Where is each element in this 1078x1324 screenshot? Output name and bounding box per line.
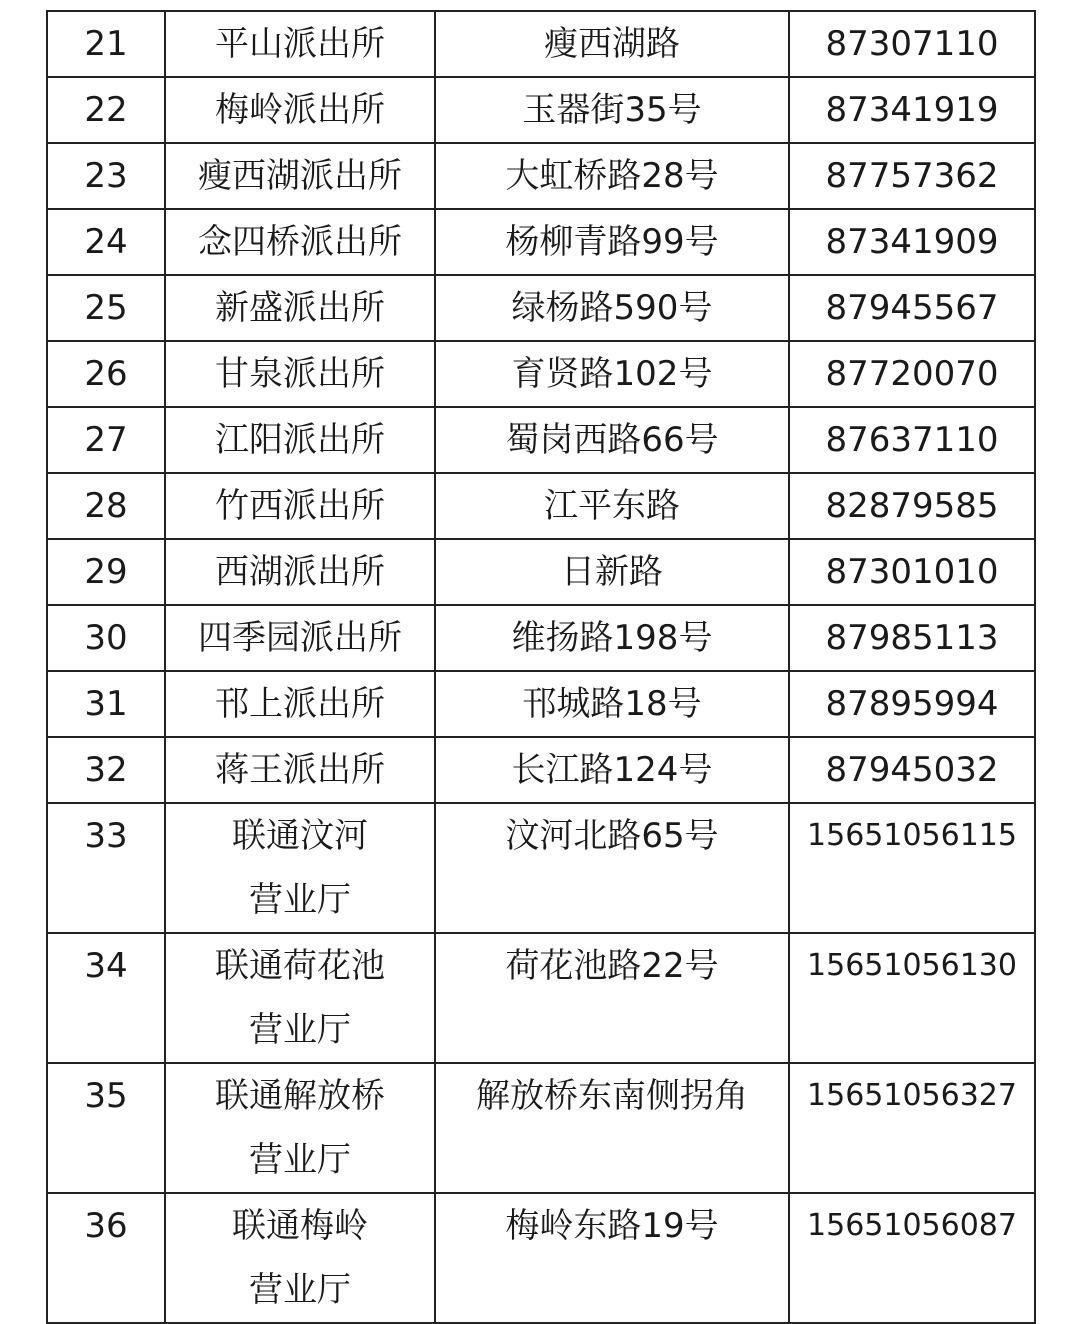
row-number: 27: [47, 407, 165, 473]
table-row: [47, 737, 1035, 803]
location-address: 日新路: [435, 539, 789, 605]
phone-number: 87341919: [789, 77, 1035, 143]
table-row: [47, 933, 1035, 1063]
row-number: 35: [47, 1063, 165, 1193]
row-number: 34: [47, 933, 165, 1063]
table-row: [47, 275, 1035, 341]
location-address: 育贤路102号: [435, 341, 789, 407]
location-name-line: 联通汶河: [232, 816, 368, 856]
location-address: 汶河北路65号: [435, 803, 789, 933]
location-name: [165, 275, 435, 341]
location-name-line: 新盛派出所: [215, 288, 385, 328]
phone-number: 15651056327: [789, 1063, 1035, 1193]
phone-number: 15651056087: [789, 1193, 1035, 1323]
location-address: 玉器街35号: [435, 77, 789, 143]
phone-number: 15651056115: [789, 803, 1035, 933]
location-name: [165, 539, 435, 605]
row-number: 31: [47, 671, 165, 737]
row-number: 28: [47, 473, 165, 539]
row-number: 24: [47, 209, 165, 275]
table-row: [47, 77, 1035, 143]
table-row: [47, 539, 1035, 605]
phone-number: 82879585: [789, 473, 1035, 539]
location-name-line: 联通梅岭: [232, 1206, 368, 1246]
location-address: 解放桥东南侧拐角: [435, 1063, 789, 1193]
row-number: 22: [47, 77, 165, 143]
table-row: [47, 407, 1035, 473]
row-number: 32: [47, 737, 165, 803]
location-name: [165, 803, 435, 933]
table-row: [47, 803, 1035, 933]
location-name: [165, 671, 435, 737]
location-name: [165, 341, 435, 407]
phone-number: 87307110: [789, 11, 1035, 77]
location-name: [165, 473, 435, 539]
row-number: 25: [47, 275, 165, 341]
location-name: [165, 209, 435, 275]
location-name: [165, 737, 435, 803]
location-name: [165, 407, 435, 473]
location-address: 蜀岗西路66号: [435, 407, 789, 473]
row-number: 23: [47, 143, 165, 209]
row-number: 21: [47, 11, 165, 77]
location-name-line: 联通荷花池: [215, 946, 385, 986]
location-name-line: 梅岭派出所: [215, 90, 385, 130]
location-name-line: 蒋王派出所: [215, 750, 385, 790]
location-name-line: 营业厅: [249, 1010, 351, 1050]
location-address: 绿杨路590号: [435, 275, 789, 341]
location-name-line: 营业厅: [249, 880, 351, 920]
table-row: [47, 1063, 1035, 1193]
location-name: [165, 143, 435, 209]
directory-table: [46, 10, 1036, 1324]
phone-number: 87757362: [789, 143, 1035, 209]
location-name: [165, 11, 435, 77]
location-name-line: 江阳派出所: [215, 420, 385, 460]
directory-table-body: [47, 11, 1035, 1323]
row-number: 36: [47, 1193, 165, 1323]
location-address: 瘦西湖路: [435, 11, 789, 77]
location-address: 江平东路: [435, 473, 789, 539]
row-number: 30: [47, 605, 165, 671]
row-number: 29: [47, 539, 165, 605]
phone-number: 87945032: [789, 737, 1035, 803]
location-address: 维扬路198号: [435, 605, 789, 671]
location-name-line: 念四桥派出所: [198, 222, 402, 262]
phone-number: 87720070: [789, 341, 1035, 407]
phone-number: 87945567: [789, 275, 1035, 341]
table-row: [47, 473, 1035, 539]
phone-number: 87637110: [789, 407, 1035, 473]
location-name-line: 四季园派出所: [198, 618, 402, 658]
row-number: 26: [47, 341, 165, 407]
phone-number: 87985113: [789, 605, 1035, 671]
location-address: 梅岭东路19号: [435, 1193, 789, 1323]
location-name: [165, 77, 435, 143]
phone-number: 87341909: [789, 209, 1035, 275]
location-name: [165, 933, 435, 1063]
table-row: [47, 209, 1035, 275]
table-row: [47, 143, 1035, 209]
phone-number: 87895994: [789, 671, 1035, 737]
location-name: [165, 1193, 435, 1323]
table-row: [47, 11, 1035, 77]
location-name: [165, 605, 435, 671]
table-row: [47, 605, 1035, 671]
location-name-line: 邗上派出所: [215, 684, 385, 724]
location-name-line: 平山派出所: [215, 24, 385, 64]
table-row: [47, 671, 1035, 737]
location-address: 杨柳青路99号: [435, 209, 789, 275]
location-name-line: 瘦西湖派出所: [198, 156, 402, 196]
location-name: [165, 1063, 435, 1193]
location-address: 长江路124号: [435, 737, 789, 803]
location-address: 荷花池路22号: [435, 933, 789, 1063]
phone-number: 15651056130: [789, 933, 1035, 1063]
location-address: 大虹桥路28号: [435, 143, 789, 209]
phone-number: 87301010: [789, 539, 1035, 605]
location-address: 邗城路18号: [435, 671, 789, 737]
table-row: [47, 1193, 1035, 1323]
table-row: [47, 341, 1035, 407]
location-name-line: 竹西派出所: [215, 486, 385, 526]
location-name-line: 营业厅: [249, 1270, 351, 1310]
row-number: 33: [47, 803, 165, 933]
location-name-line: 营业厅: [249, 1140, 351, 1180]
location-name-line: 西湖派出所: [215, 552, 385, 592]
location-name-line: 甘泉派出所: [215, 354, 385, 394]
location-name-line: 联通解放桥: [215, 1076, 385, 1116]
